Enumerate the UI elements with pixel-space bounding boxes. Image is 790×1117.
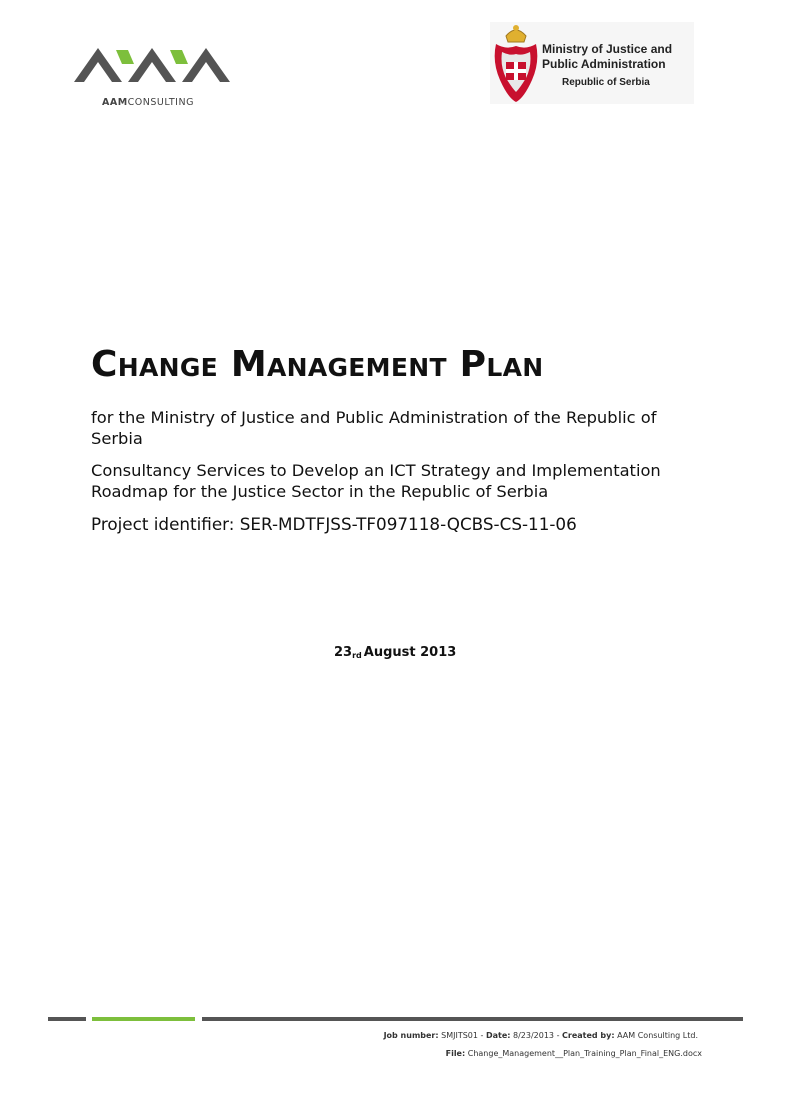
document-subtitle-client: for the Ministry of Justice and Public Administration of the Republic of Serbia bbox=[91, 408, 657, 448]
footer-divider-accent bbox=[92, 1017, 195, 1021]
document-subtitle-project: Consultancy Services to Develop an ICT Strategy and Implementation Roadmap for the Justice Sector in the Republic of Serbia bbox=[91, 461, 661, 501]
footer-job-info: Job number: SMJITS01 - Date: 8/23/2013 - Created by: AAM Consulting Ltd. bbox=[383, 1031, 698, 1040]
ministry-logo bbox=[490, 22, 694, 104]
aam-consulting-logo bbox=[72, 40, 232, 112]
aam-mark-icon bbox=[72, 40, 232, 90]
date-month-year: August 2013 bbox=[363, 645, 457, 660]
footer-divider-left bbox=[48, 1017, 86, 1021]
footer-file-info: File: Change_Management__Plan_Training_Plan_Final_ENG.docx bbox=[445, 1049, 702, 1058]
document-date bbox=[334, 645, 456, 660]
document-title: Change Management Plan bbox=[91, 344, 544, 385]
date-day: 23 bbox=[334, 645, 353, 660]
ministry-name-line2: Public Administration bbox=[542, 57, 666, 71]
republic-label: Republic of Serbia bbox=[562, 77, 650, 88]
serbian-coat-of-arms-icon bbox=[492, 22, 540, 104]
project-identifier: Project identifier: SER-MDTFJSS-TF097118-QCBS-CS-11-06 bbox=[91, 514, 577, 534]
ministry-name-line1: Ministry of Justice and bbox=[542, 42, 673, 56]
aam-logo-text: AAMCONSULTING bbox=[102, 97, 194, 108]
footer-divider-right bbox=[202, 1017, 743, 1021]
date-ordinal: rd bbox=[352, 651, 362, 660]
